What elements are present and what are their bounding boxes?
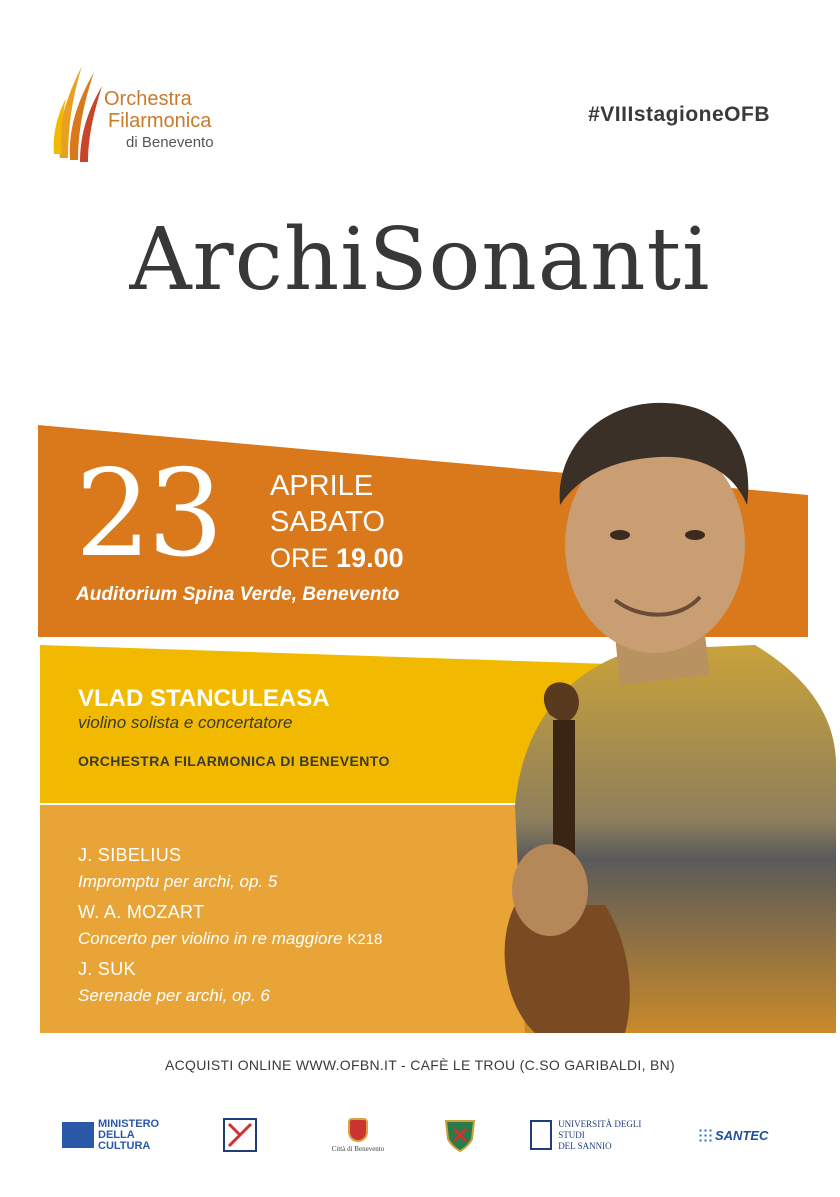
region-crest-icon [223,1118,257,1152]
soloist-role: violino solista e concertatore [78,713,293,732]
program-item [78,959,382,1006]
event-month-weekday [270,468,385,540]
work: Serenade per archi, op. 6 [78,986,270,1005]
logo-line3: di Benevento [126,134,214,151]
composer: J. SIBELIUS [78,845,182,865]
program-item [78,845,382,892]
university-seal-icon [530,1120,552,1150]
event-weekday: SABATO [270,506,385,538]
event-time [270,543,404,574]
event-month: APRILE [270,470,374,502]
program-list [78,845,382,1016]
santec-dots-icon [698,1128,712,1142]
catalog-number: K218 [347,931,383,948]
program-item [78,902,382,949]
sponsor-logos [60,1110,780,1160]
event-day: 23 [75,445,220,584]
orchestra-logo [52,58,242,168]
region-logo [218,1110,262,1160]
season-hashtag: #VIIIstagioneOFB [588,103,770,126]
logo-line2: Filarmonica [108,110,212,132]
ministry-icon [62,1122,94,1148]
concert-title: ArchiSonanti [129,210,711,310]
city-crest-icon [348,1118,368,1142]
composer: W. A. MOZART [78,902,205,922]
soloist-name: VLAD STANCULEASA [78,685,330,712]
city-logo: Città di Benevento [328,1110,388,1160]
shield-icon [444,1117,476,1153]
event-venue: Auditorium Spina Verde, Benevento [76,584,400,605]
ministry-logo: MINISTERO DELLA CULTURA [62,1110,172,1160]
composer: J. SUK [78,959,136,979]
event-time-prefix: ORE [270,543,329,573]
santec-logo: SANTEC [698,1110,788,1160]
ticket-info: ACQUISTI ONLINE WWW.OFBN.IT - CAFÈ LE TROU (C.SO GARIBALDI, BN) [165,1057,675,1073]
logo-text [104,88,214,154]
shield-logo [440,1110,480,1160]
university-logo: UNIVERSITÀ DEGLI STUDI DEL SANNIO [530,1110,660,1160]
violinist-photo [455,385,836,1033]
flame-icon [52,58,112,168]
logo-line1: Orchestra [104,88,192,110]
work: Concerto per violino in re maggiore K218 [78,929,383,948]
orchestra-name: ORCHESTRA FILARMONICA DI BENEVENTO [78,753,390,769]
work: Impromptu per archi, op. 5 [78,872,278,891]
event-time-value: 19.00 [336,543,404,573]
